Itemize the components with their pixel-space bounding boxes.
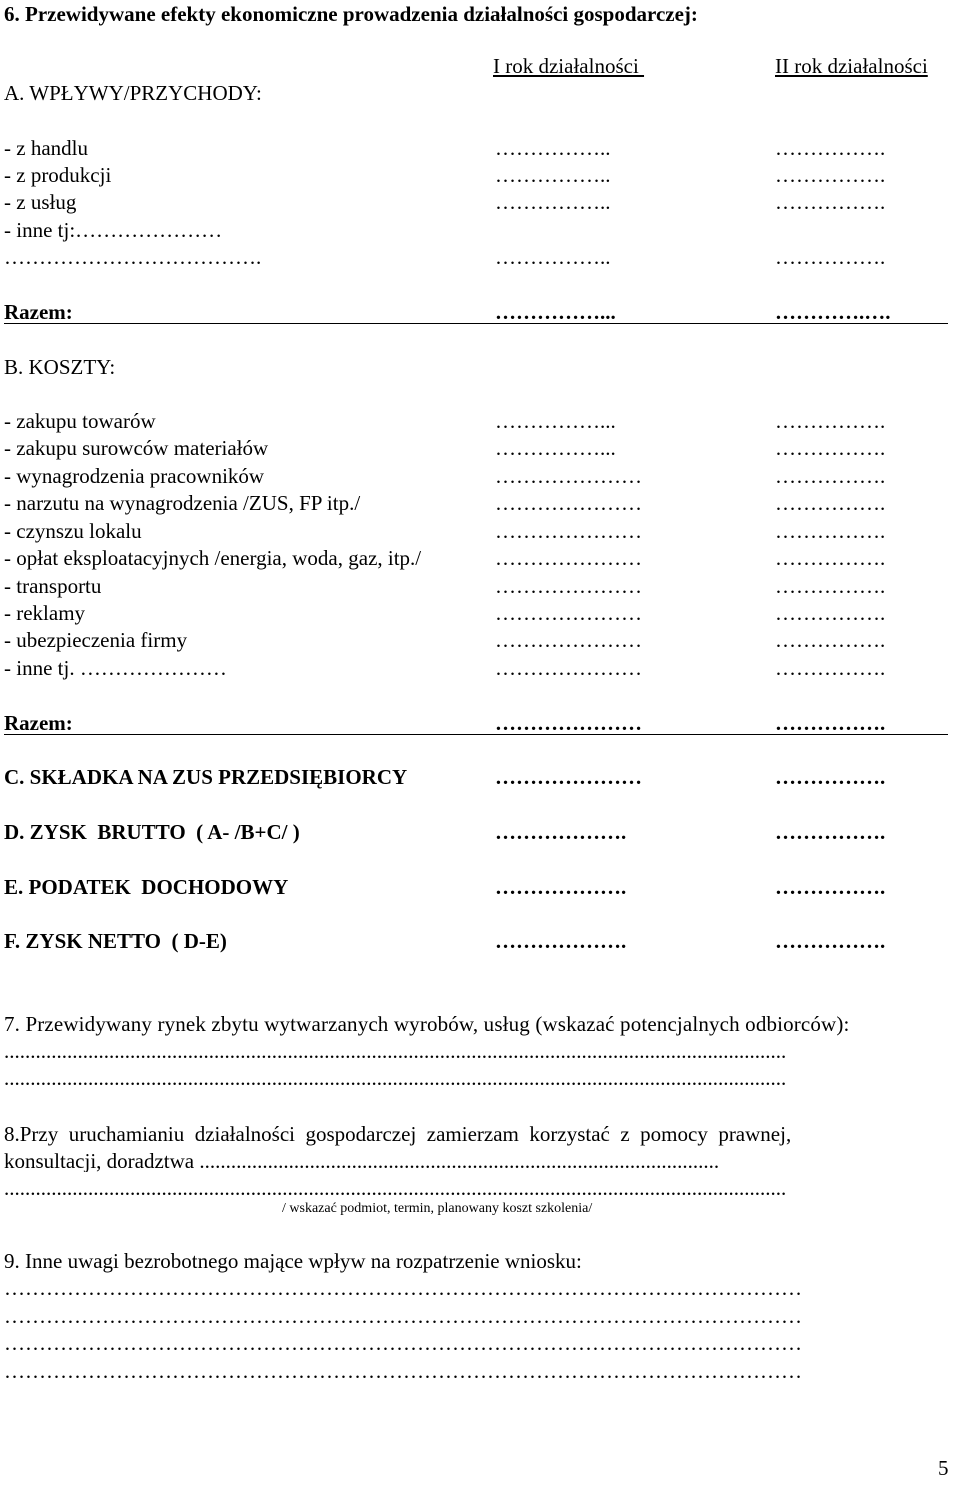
cost-row-year-2-field[interactable]: ……………. <box>775 491 886 515</box>
income-tax-year-1-field[interactable]: ………………. <box>495 875 627 899</box>
income-row-label: - z handlu <box>4 136 88 160</box>
income-total-label: Razem: <box>4 300 73 324</box>
income-row-year-2-field[interactable]: ……………. <box>775 163 886 187</box>
cost-total-year-1-field[interactable]: ………………… <box>495 711 642 735</box>
page-number: 5 <box>938 1456 949 1480</box>
section-9-answer-line[interactable]: …………………………………………………………………………………………………… <box>4 1333 802 1354</box>
cost-row-year-2-field[interactable]: ……………. <box>775 409 886 433</box>
gross-profit-year-1-field[interactable]: ………………. <box>495 820 627 844</box>
section-8-question: 8.Przy uruchamianiu działalności gospodarczej zamierzam korzystać z pomocy prawnej, <box>4 1122 792 1146</box>
column-header-year-2: II rok działalności <box>775 54 928 78</box>
group-a-title: A. WPŁYWY/PRZYCHODY: <box>4 81 262 105</box>
cost-row-year-1-field[interactable]: ………………… <box>495 601 642 625</box>
cost-row-year-2-field[interactable]: ……………. <box>775 436 886 460</box>
cost-row-year-1-field[interactable]: ………………… <box>495 656 642 680</box>
gross-profit-label: D. ZYSK BRUTTO ( A- /B+C/ ) <box>4 820 300 844</box>
section-9-answer-line[interactable]: …………………………………………………………………………………………………… <box>4 1278 802 1299</box>
section-7-answer-line[interactable]: ..................................................................................................................................................... <box>4 1041 787 1062</box>
income-row-year-1-field[interactable]: …………….. <box>495 245 611 269</box>
income-row-label: - z usług <box>4 190 77 214</box>
column-header-year-1: I rok działalności <box>493 54 645 78</box>
income-row-year-2-field[interactable]: ……………. <box>775 190 886 214</box>
cost-row-year-2-field[interactable]: ……………. <box>775 574 886 598</box>
income-row-year-2-field[interactable]: ……………. <box>775 136 886 160</box>
income-row-label: - z produkcji <box>4 163 112 187</box>
cost-row-label: - zakupu surowców materiałów <box>4 436 269 460</box>
cost-row-year-1-field[interactable]: ……………... <box>495 436 616 460</box>
section-7-question: 7. Przewidywany rynek zbytu wytwarzanych wyrobów, usług (wskazać potencjalnych odbiorców): <box>4 1012 850 1036</box>
cost-row-label: - narzutu na wynagrodzenia /ZUS, FP itp./ <box>4 491 361 515</box>
cost-row-year-2-field[interactable]: ……………. <box>775 546 886 570</box>
income-other-label[interactable]: - inne tj:………………… <box>4 218 223 242</box>
section-8-hint: / wskazać podmiot, termin, planowany koszt szkolenia/ <box>282 1201 593 1216</box>
income-total-underline <box>4 323 948 324</box>
cost-row-year-1-field[interactable]: ………………… <box>495 546 642 570</box>
cost-row-year-1-field[interactable]: ………………… <box>495 491 642 515</box>
cost-row-year-1-field[interactable]: ………………… <box>495 519 642 543</box>
section-9-answer-line[interactable]: …………………………………………………………………………………………………… <box>4 1306 802 1327</box>
cost-row-year-1-field[interactable]: ………………… <box>495 464 642 488</box>
zus-contribution-year-2-field[interactable]: ……………. <box>775 765 886 789</box>
section-8-answer-line[interactable]: ..................................................................................................................................................... <box>4 1178 787 1199</box>
zus-contribution-label: C. SKŁADKA NA ZUS PRZEDSIĘBIORCY <box>4 765 408 789</box>
cost-row-year-2-field[interactable]: ……………. <box>775 656 886 680</box>
cost-row-label: - zakupu towarów <box>4 409 156 433</box>
section-9-answer-line[interactable]: …………………………………………………………………………………………………… <box>4 1361 802 1382</box>
cost-row-year-2-field[interactable]: ……………. <box>775 601 886 625</box>
income-other-field[interactable]: ………………………………. <box>4 245 262 269</box>
income-total-year-1-field[interactable]: ……………... <box>495 300 616 324</box>
group-b-title: B. KOSZTY: <box>4 355 116 379</box>
section-7-answer-line[interactable]: ..................................................................................................................................................... <box>4 1068 787 1089</box>
cost-row-label: - opłat eksploatacyjnych /energia, woda, gaz, itp./ <box>4 546 422 570</box>
section-8-answer-line[interactable]: konsultacji, doradztwa ................................................................................................... <box>4 1151 720 1172</box>
cost-row-year-1-field[interactable]: ……………... <box>495 409 616 433</box>
income-row-year-2-field[interactable]: ……………. <box>775 245 886 269</box>
section-6-heading: 6. Przewidywane efekty ekonomiczne prowadzenia działalności gospodarczej: <box>4 2 698 26</box>
zus-contribution-year-1-field[interactable]: ………………… <box>495 765 642 789</box>
income-row-year-1-field[interactable]: …………….. <box>495 190 611 214</box>
gross-profit-year-2-field[interactable]: ……………. <box>775 820 886 844</box>
income-total-year-2-field[interactable]: ………….…. <box>775 300 891 324</box>
income-row-year-1-field[interactable]: …………….. <box>495 136 611 160</box>
cost-row-label: - czynszu lokalu <box>4 519 142 543</box>
cost-row-year-2-field[interactable]: ……………. <box>775 519 886 543</box>
cost-total-label: Razem: <box>4 711 73 735</box>
income-tax-label: E. PODATEK DOCHODOWY <box>4 875 289 899</box>
cost-row-year-2-field[interactable]: ……………. <box>775 628 886 652</box>
net-profit-year-1-field[interactable]: ………………. <box>495 929 627 953</box>
cost-row-year-2-field[interactable]: ……………. <box>775 464 886 488</box>
cost-row-label: - reklamy <box>4 601 86 625</box>
income-row-year-1-field[interactable]: …………….. <box>495 163 611 187</box>
cost-total-underline <box>4 734 948 735</box>
cost-total-year-2-field[interactable]: ……………. <box>775 711 886 735</box>
cost-other-label[interactable]: - inne tj. ………………… <box>4 656 227 680</box>
net-profit-label: F. ZYSK NETTO ( D-E) <box>4 929 227 953</box>
income-tax-year-2-field[interactable]: ……………. <box>775 875 886 899</box>
section-9-question: 9. Inne uwagi bezrobotnego mające wpływ na rozpatrzenie wniosku: <box>4 1249 582 1273</box>
cost-row-label: - ubezpieczenia firmy <box>4 628 188 652</box>
net-profit-year-2-field[interactable]: ……………. <box>775 929 886 953</box>
cost-row-label: - transportu <box>4 574 102 598</box>
cost-row-year-1-field[interactable]: ………………… <box>495 574 642 598</box>
cost-row-label: - wynagrodzenia pracowników <box>4 464 265 488</box>
cost-row-year-1-field[interactable]: ………………… <box>495 628 642 652</box>
